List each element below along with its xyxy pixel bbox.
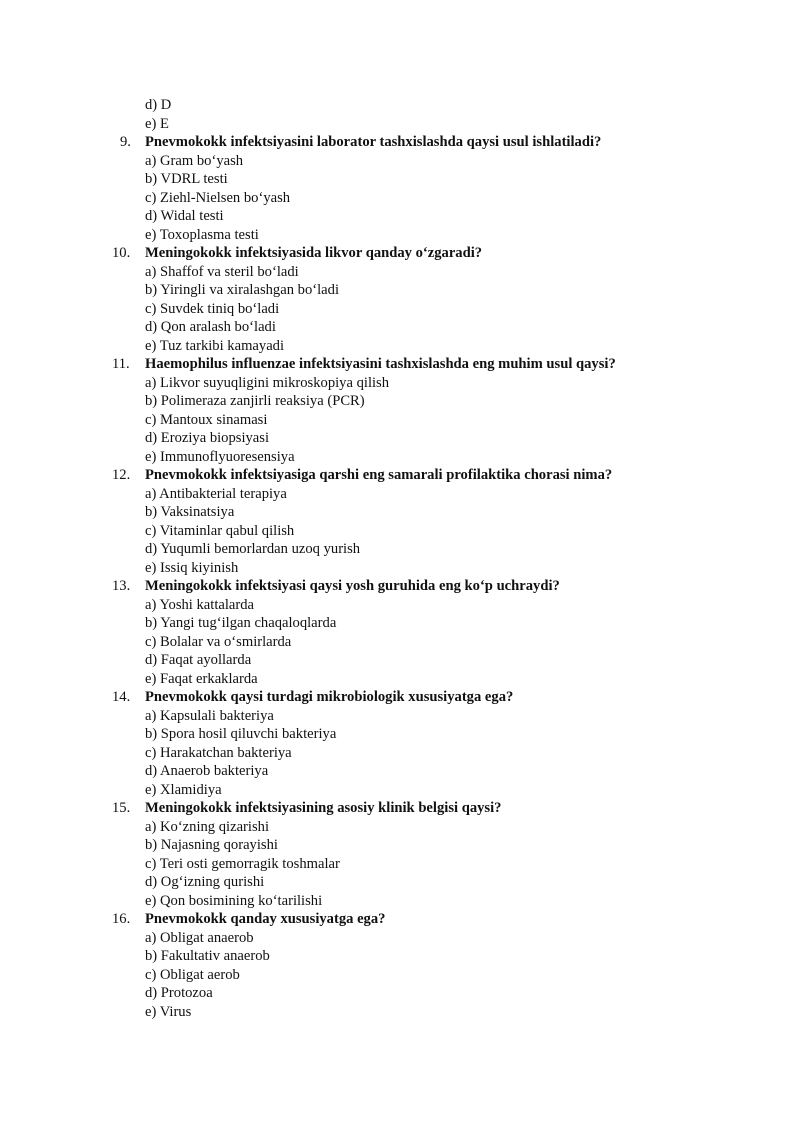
question-number: 9. [120,134,131,150]
question-line [0,355,800,374]
answer-option: e) Qon bosimining ko‘tarilishi [145,892,323,909]
answer-option: b) Vaksinatsiya [145,504,235,520]
question-text: Pnevmokokk infektsiyasini laborator tashxislashda qaysi usul ishlatiladi? [145,134,602,150]
answer-option: d) Qon aralash bo‘ladi [145,319,276,335]
question-line [0,244,800,263]
question-line [0,688,800,707]
answer-option: d) Widal testi [145,208,224,224]
answer-option: b) Yiringli va xiralashgan bo‘ladi [145,282,339,298]
question-list [0,96,800,1021]
answer-option: a) Shaffof va steril bo‘ladi [145,263,299,280]
question-block [0,133,800,244]
answer-option: e) Faqat erkaklarda [145,670,258,687]
question-text: Pnevmokokk qanday xususiyatga ega? [145,911,386,927]
answer-option: b) Yangi tug‘ilgan chaqaloqlarda [145,615,337,631]
question-number: 11. [112,356,130,372]
answer-option: d) Yuqumli bemorlardan uzoq yurish [145,541,361,557]
answer-option: d) Protozoa [145,985,213,1001]
answer-option: d) Eroziya biopsiyasi [145,430,270,446]
answer-option: e) Immunoflyuoresensiya [145,448,295,465]
answer-option: c) Vitaminlar qabul qilish [145,522,295,539]
answer-option: d) D [145,97,172,113]
answer-option: b) VDRL testi [145,171,228,187]
question-line [0,466,800,485]
answer-option: a) Likvor suyuqligini mikroskopiya qilish [145,374,390,391]
answer-option: b) Najasning qorayishi [145,837,278,853]
question-number: 16. [112,911,131,927]
answer-option: d) Anaerob bakteriya [145,763,269,779]
question-line [0,133,800,152]
question-text: Pnevmokokk qaysi turdagi mikrobiologik xususiyatga ega? [145,689,514,705]
question-text: Meningokokk infektsiyasining asosiy klinik belgisi qaysi? [145,800,502,816]
answer-option: e) Virus [145,1003,192,1020]
answer-option: d) Faqat ayollarda [145,652,252,668]
question-text: Meningokokk infektsiyasida likvor qanday o‘zgaradi? [145,245,483,261]
question-number: 14. [112,689,131,705]
question-block [0,466,800,577]
question-line [0,910,800,929]
answer-option: a) Gram bo‘yash [145,152,244,169]
question-line [0,577,800,596]
answer-option: b) Spora hosil qiluvchi bakteriya [145,726,337,742]
answer-option: a) Ko‘zning qizarishi [145,818,270,835]
question-block [0,244,800,355]
answer-option: b) Polimeraza zanjirli reaksiya (PCR) [145,393,365,409]
question-block [0,577,800,688]
answer-option: e) Toxoplasma testi [145,226,259,243]
answer-option: c) Obligat aerob [145,966,240,983]
question-block [0,910,800,1021]
answer-option: d) Og‘izning qurishi [145,874,265,890]
answer-option: a) Antibakterial terapiya [145,485,287,502]
question-number: 13. [112,578,131,594]
answer-option: e) Issiq kiyinish [145,559,239,576]
question-line [0,799,800,818]
question-block [0,355,800,466]
answer-option: e) Xlamidiya [145,781,222,798]
answer-option: e) Tuz tarkibi kamayadi [145,337,285,354]
question-text: Pnevmokokk infektsiyasiga qarshi eng samarali profilaktika chorasi nima? [145,467,613,483]
answer-option: c) Mantoux sinamasi [145,411,268,428]
answer-option: c) Harakatchan bakteriya [145,744,292,761]
question-block [0,799,800,910]
question-number: 12. [112,467,131,483]
question-number: 10. [112,245,131,261]
answer-option: c) Suvdek tiniq bo‘ladi [145,300,280,317]
question-number: 15. [112,800,131,816]
question-block [0,688,800,799]
answer-option: a) Obligat anaerob [145,929,254,946]
question-text: Haemophilus influenzae infektsiyasini tashxislashda eng muhim usul qaysi? [145,356,616,372]
answer-option: c) Bolalar va o‘smirlarda [145,633,292,650]
question-text: Meningokokk infektsiyasi qaysi yosh guruhida eng ko‘p uchraydi? [145,578,560,594]
answer-option: a) Kapsulali bakteriya [145,707,274,724]
answer-option: c) Teri osti gemorragik toshmalar [145,855,340,872]
answer-option: c) Ziehl-Nielsen bo‘yash [145,189,291,206]
answer-option: a) Yoshi kattalarda [145,596,255,613]
answer-option: b) Fakultativ anaerob [145,948,270,964]
answer-option: e) E [145,115,169,132]
